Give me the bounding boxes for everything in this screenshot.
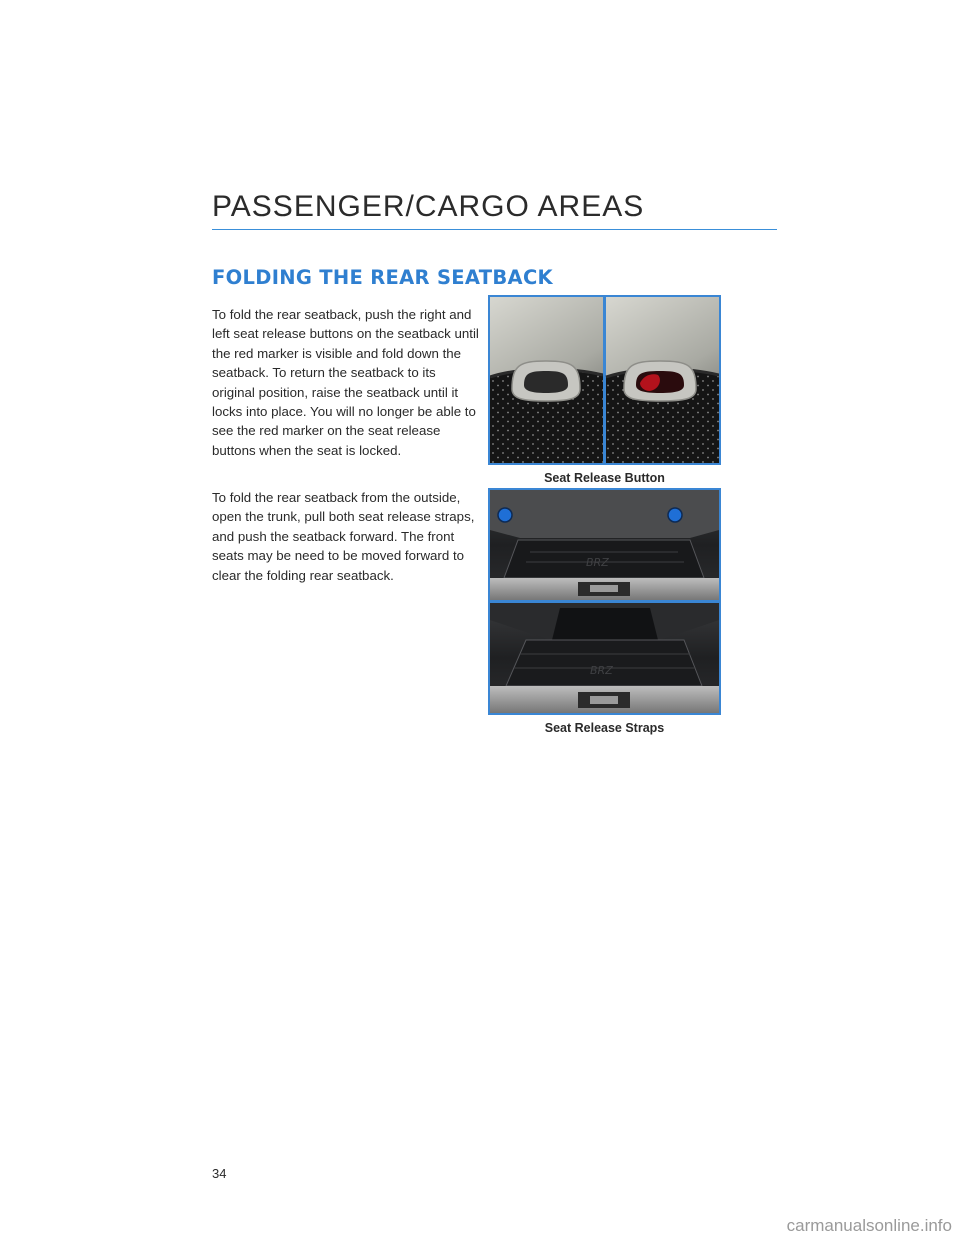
- seat-release-button-caption: Seat Release Button: [544, 471, 665, 485]
- article-heading: FOLDING THE REAR SEATBACK: [212, 266, 553, 289]
- svg-text:BRZ: BRZ: [586, 556, 609, 569]
- strap-marker-left: [498, 508, 512, 522]
- paragraph-seat-release-buttons: To fold the rear seatback, push the right and left seat release buttons on the seatback until the red marker is visible and fold down the seatback. To return the seatback to its original position, raise the seatback until it locks into place. You will no longer be able to see the red marker on the seat release buttons when the seat is locked.: [212, 307, 479, 458]
- section-title: PASSENGER/CARGO AREAS: [212, 190, 645, 223]
- seat-release-straps-caption: Seat Release Straps: [544, 721, 665, 735]
- seat-release-straps-photo: [488, 488, 721, 715]
- section-divider: [212, 229, 777, 230]
- seat-button-unlocked-photo: [606, 297, 719, 463]
- seat-button-locked-photo: [490, 297, 603, 463]
- page-number: 34: [212, 1166, 227, 1181]
- watermark: carmanualsonline.info: [786, 1216, 952, 1235]
- trunk-top-photo: [490, 490, 719, 600]
- seat-release-button-photo: [488, 295, 721, 465]
- svg-text:BRZ: BRZ: [590, 664, 613, 677]
- trunk-bottom-photo: [490, 603, 719, 713]
- strap-marker-right: [668, 508, 682, 522]
- paragraph-seat-release-straps: To fold the rear seatback from the outside, open the trunk, pull both seat release straps, and push the seatback forward. The front seats may be need to be moved forward to clear the folding rear seatback.: [212, 490, 475, 583]
